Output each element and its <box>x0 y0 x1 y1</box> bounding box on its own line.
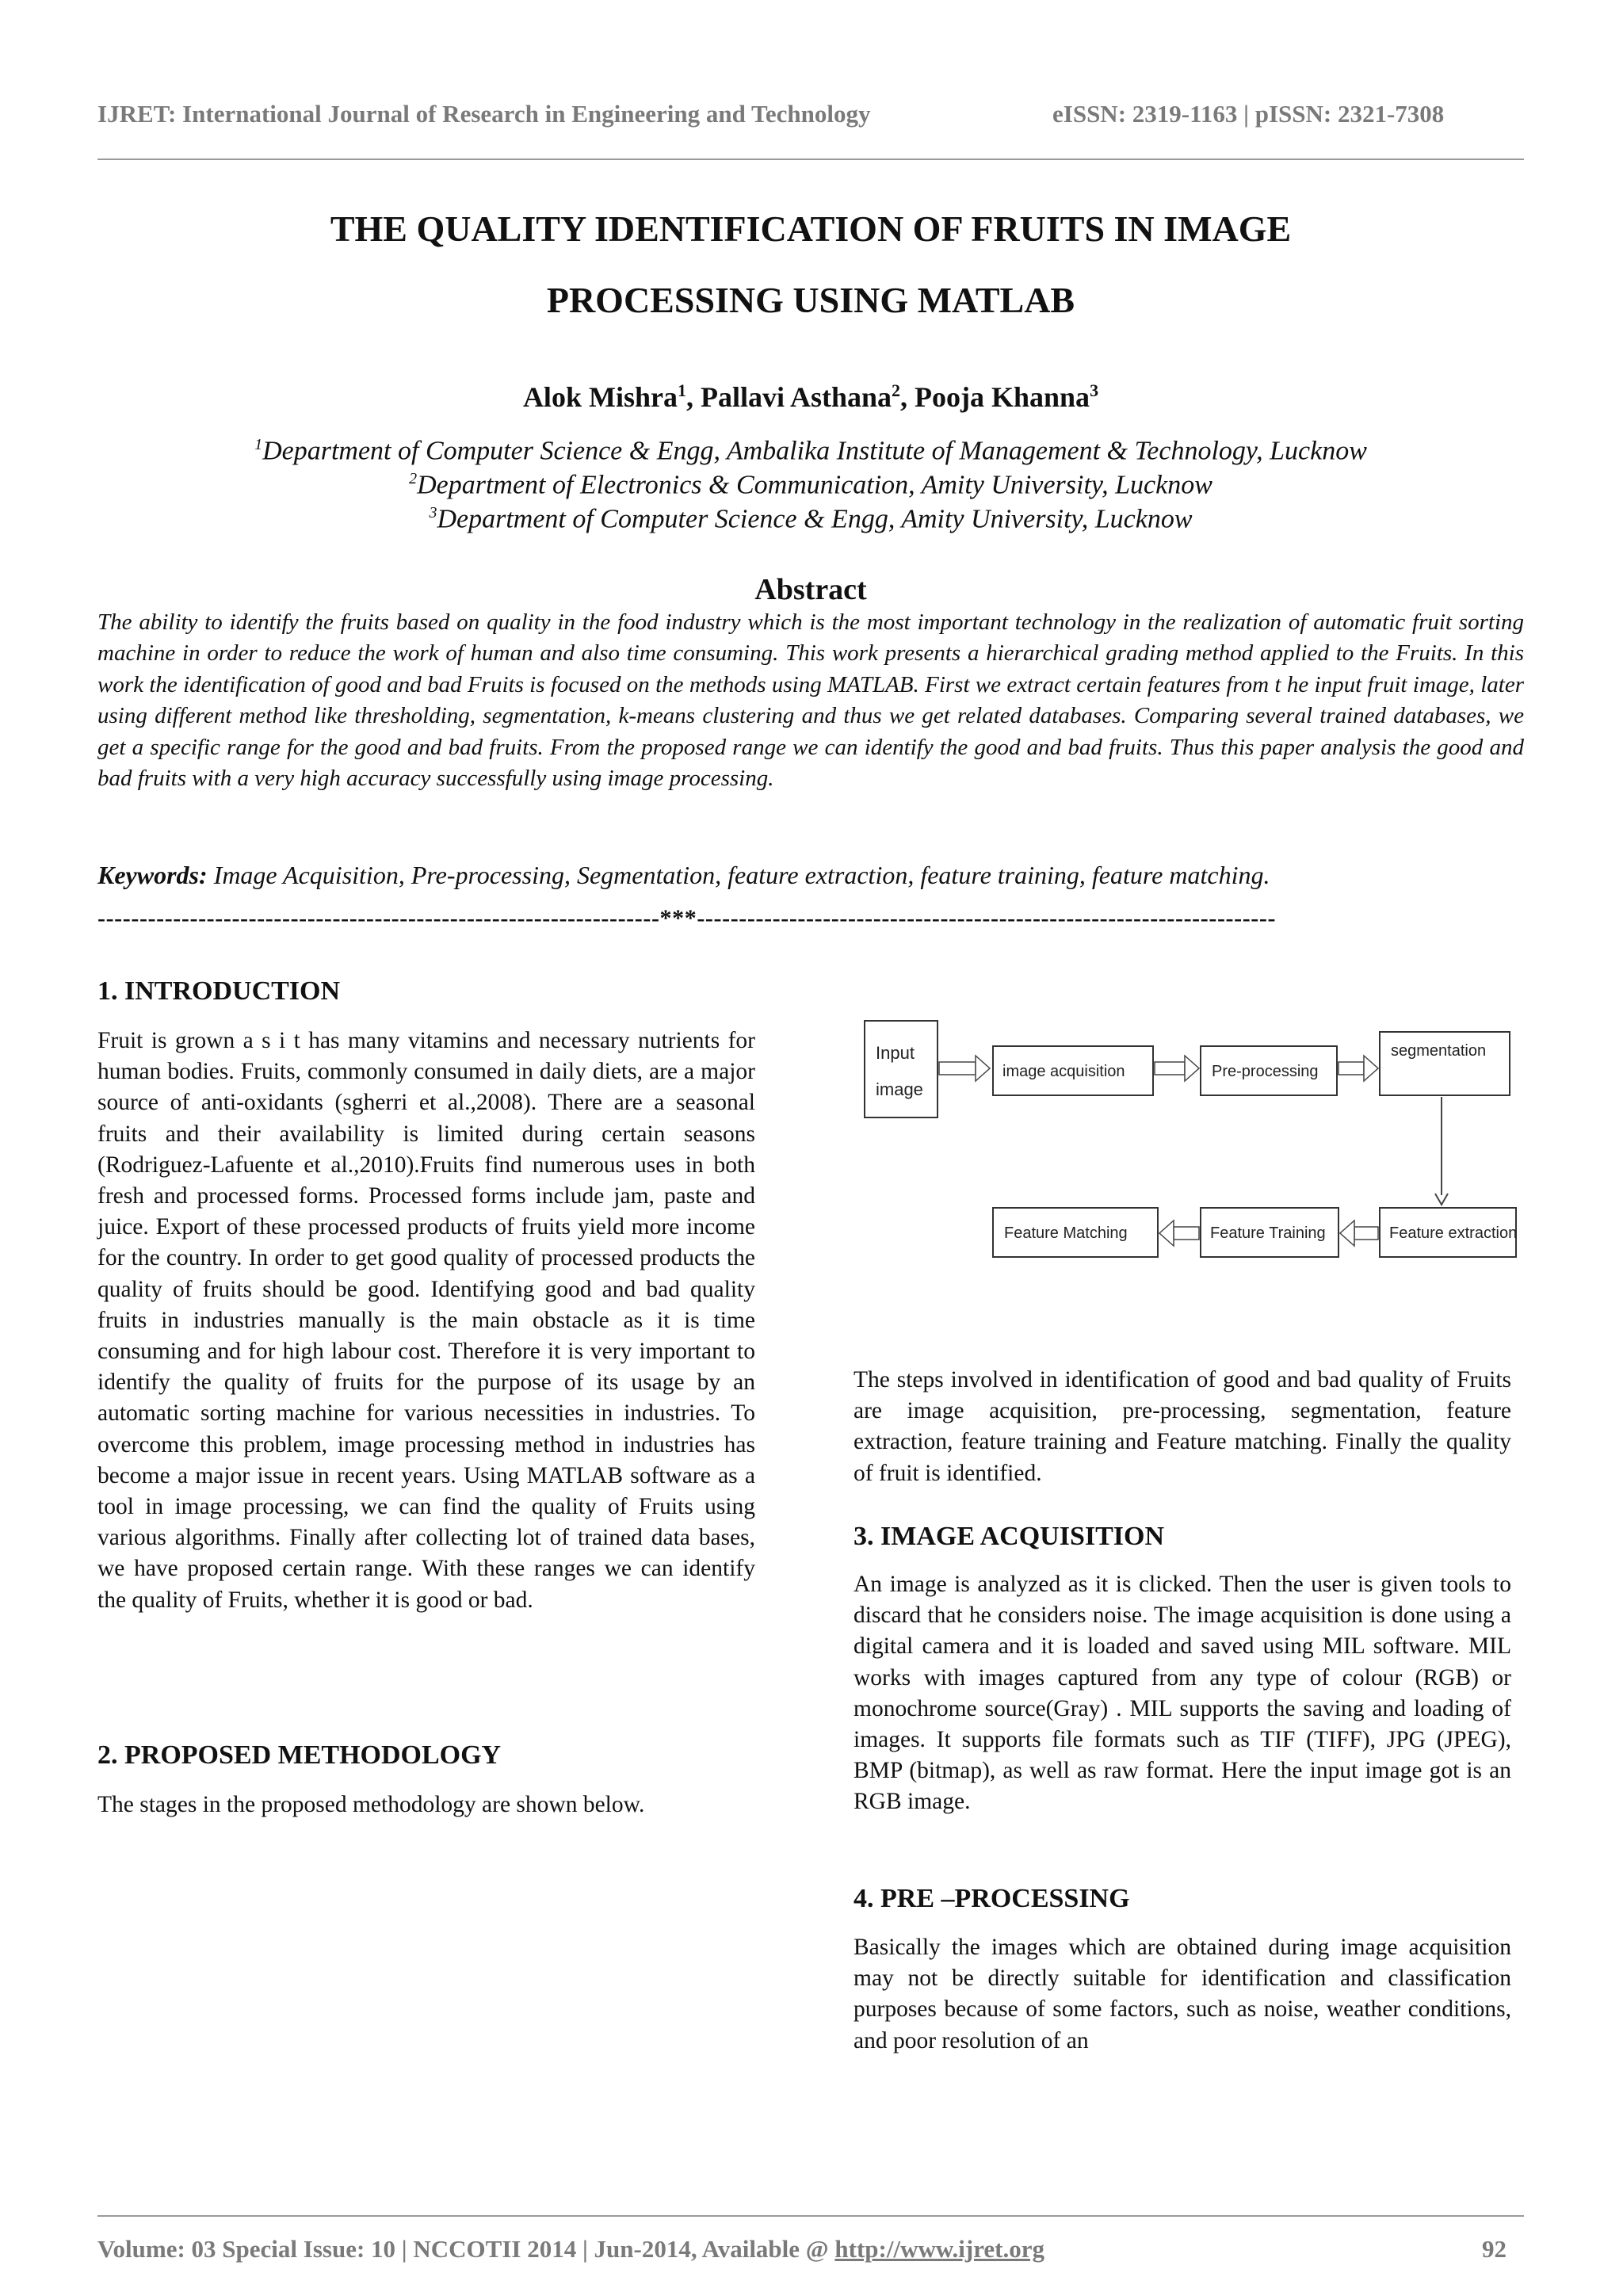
flow-arrow-left <box>1340 1221 1378 1246</box>
footer-rule <box>97 2215 1524 2217</box>
issn-numbers: eISSN: 2319-1163 | pISSN: 2321-7308 <box>1052 100 1445 128</box>
keywords <box>97 861 1524 890</box>
author-name: Pooja Khanna <box>915 381 1090 413</box>
pre-processing-box <box>1201 1046 1337 1095</box>
header-rule <box>97 159 1524 160</box>
pre-processing-text: Basically the images which are obtained during image acquisition may not be directly suitable for identification and classification purposes because of some factors, such as noise, weather conditions, and poor resolution of an <box>854 1935 1511 2053</box>
author-affiliation-mark: 3 <box>1090 380 1099 400</box>
abstract-heading: Abstract <box>754 573 867 606</box>
pre-processing-heading: 4. PRE –PROCESSING <box>854 1884 1130 1913</box>
image-acquisition-text: An image is analyzed as it is clicked. Then the user is given tools to discard that he considers noise. The image acquisition is done using a digital camera and it is loaded and saved using MIL software. MIL works with images captured from any type of colour (RGB) or monochrome source(Gray) . MIL supports the saving and loading of images. It supports file formats such as TIF (TIFF), JPG (JPEG), BMP (bitmap), as well as raw format. Here the input image got is an RGB image. <box>854 1572 1511 1815</box>
input-label: image <box>876 1079 923 1099</box>
affiliation-text: Department of Computer Science & Engg, Amity University, Lucknow <box>437 504 1193 534</box>
author-name: Alok Mishra <box>522 381 678 413</box>
affiliation-mark: 3 <box>429 504 437 521</box>
affiliation-text: Department of Computer Science & Engg, Ambalika Institute of Management & Technology, Lucknow <box>262 436 1367 466</box>
flow-arrow-right <box>1155 1056 1199 1081</box>
page-number: 92 <box>1482 2235 1507 2263</box>
image-acquisition-label: image acquisition <box>1002 1063 1125 1080</box>
feature-training-label: Feature Training <box>1210 1224 1326 1242</box>
journal-url-link[interactable]: http://www.ijret.org <box>834 2235 1044 2263</box>
feature-training-box <box>1201 1208 1338 1257</box>
methodology-text: The stages in the proposed methodology are shown below. <box>97 1792 645 1817</box>
flow-arrow-down <box>1435 1097 1448 1205</box>
keywords-text: Image Acquisition, Pre-processing, Segmentation, feature extraction, feature training, feature matching. <box>213 861 1270 889</box>
segmentation-box <box>1380 1032 1510 1095</box>
author-list: Alok Mishra$^1$, Pallavi Asthana$^2$, Pooja Khanna$^3$ <box>522 380 1099 413</box>
footer-volume-info <box>97 2235 1044 2264</box>
feature-extraction-label: Feature extraction <box>1389 1224 1518 1242</box>
methodology-flow-diagram <box>854 1005 1519 1286</box>
affiliation-mark: 2 <box>409 470 418 487</box>
image-acquisition-heading: 3. IMAGE ACQUISITION <box>854 1522 1165 1551</box>
feature-extraction-box <box>1380 1208 1517 1257</box>
author-name: Pallavi Asthana <box>700 381 892 413</box>
paper-title-line-1: THE QUALITY IDENTIFICATION OF FRUITS IN IMAGE <box>330 208 1292 249</box>
affiliation-text: Department of Electronics & Communication, Amity University, Lucknow <box>417 470 1212 500</box>
segmentation-label: segmentation <box>1391 1042 1487 1060</box>
affiliation-2 <box>97 470 1524 500</box>
affiliation-1 <box>97 436 1524 466</box>
flow-arrow-left <box>1159 1221 1199 1246</box>
intro-heading: 1. INTRODUCTION <box>97 976 341 1006</box>
pre-processing-label: Pre-processing <box>1212 1063 1319 1080</box>
paper-title-line-2: PROCESSING USING MATLAB <box>546 280 1075 320</box>
feature-matching-box <box>993 1208 1158 1257</box>
footer-volume-text: Volume: 03 Special Issue: 10 | NCCOTII 2014 | Jun-2014, Available @ <box>97 2235 835 2263</box>
keywords-label: Keywords: <box>97 861 208 889</box>
methodology-heading: 2. PROPOSED METHODOLOGY <box>97 1740 502 1770</box>
author-affiliation-mark: 2 <box>892 380 901 400</box>
steps-text: The steps involved in identification of good and bad quality of Fruits are image acquisition, pre-processing, segmentation, feature extraction, feature training and Feature matching. Finally the quality of fruit is identified. <box>854 1367 1511 1486</box>
flow-arrow-right <box>939 1056 990 1081</box>
flow-arrow-right <box>1338 1056 1378 1081</box>
intro-text: Fruit is grown a s i t has many vitamins and necessary nutrients for human bodies. Fruits, commonly consumed in daily diets, are a major source of anti-oxidants (sgherri et al.,2008). There are a seasonal fruits and their availability is limited during certain seasons (Rodriguez-Lafuente et al.,2010).Fruits find numerous uses in both fresh and processed forms. Processed forms include jam, paste and juice. Export of these processed products of fruits yield more income for the country. In order to get good quality of processed products the quality of fruits should be good. Identifying good and bad quality fruits in industries manually is the main obstacle as it is time consuming and for high labour cost. Therefore it is very important to identify the quality of fruits for the purpose of its usage by an automatic sorting machine for various necessities in industries. To overcome this problem, image processing method in industries has become a major issue in recent years. Using MATLAB software as a tool in image processing, we can find the quality of Fruits using various algorithms. Finally after collecting lot of trained data bases, we have proposed certain range. With these ranges we can identify the quality of Fruits, whether it is good or bad. <box>97 1028 755 1613</box>
section-divider: -------------------------------------------------------------------***--------------------------------------------------------------------- <box>97 905 1277 931</box>
input-image-box <box>865 1021 938 1117</box>
journal-name: IJRET: International Journal of Research in Engineering and Technology <box>97 100 871 128</box>
abstract-text: The ability to identify the fruits based on quality in the food industry which is the most important technology in the realization of automatic fruit sorting machine in order to reduce the work of human and also time consuming. This work presents a hierarchical grading method applied to the Fruits. In this work the identification of good and bad Fruits is focused on the methods using MATLAB. First we extract certain features from t he input fruit image, later using different method like thresholding, segmentation, k-means clustering and thus we get related databases. Comparing several trained databases, we get a specific range for the good and bad fruits. From the proposed range we can identify the good and bad fruits. Thus this paper analysis the good and bad fruits with a very high accuracy successfully using image processing. <box>97 609 1524 792</box>
input-label: Input <box>876 1043 915 1063</box>
author-affiliation-mark: 1 <box>677 380 686 400</box>
feature-matching-label: Feature Matching <box>1004 1224 1128 1242</box>
affiliation-mark: 1 <box>254 436 263 453</box>
affiliation-3 <box>97 504 1524 534</box>
image-acquisition-box <box>993 1046 1153 1095</box>
